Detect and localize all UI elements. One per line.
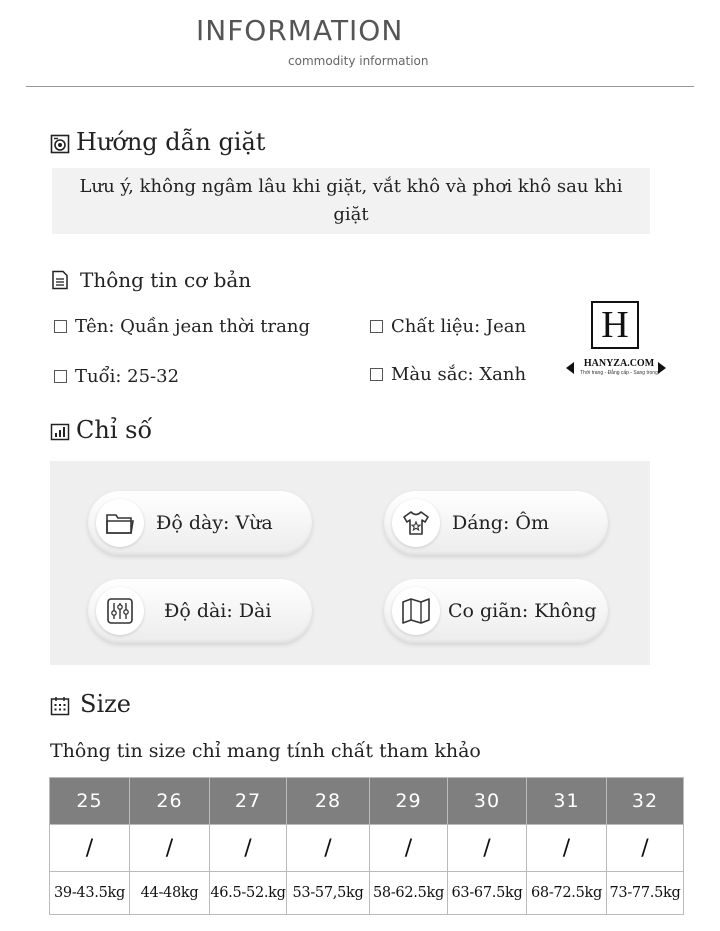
size-header-cell: 27 bbox=[210, 778, 287, 825]
size-header-cell: 28 bbox=[287, 778, 370, 825]
washing-instructions bbox=[52, 168, 650, 234]
logo-arrow-left-icon bbox=[566, 362, 574, 374]
size-header-cell: 32 bbox=[607, 778, 684, 825]
size-header-cell: 29 bbox=[370, 778, 448, 825]
size-measure-cell: / bbox=[370, 825, 448, 872]
size-header-cell: 25 bbox=[50, 778, 130, 825]
basic-info-title bbox=[50, 268, 251, 292]
size-weight-cell: 46.5-52.kg bbox=[210, 872, 287, 915]
brand-logo-letter: H bbox=[601, 304, 629, 346]
document-icon bbox=[50, 270, 70, 290]
size-header-cell: 30 bbox=[448, 778, 527, 825]
size-measure-cell: / bbox=[607, 825, 684, 872]
indices-title bbox=[50, 416, 152, 444]
size-header-row bbox=[50, 778, 684, 825]
size-weight-cell: 58-62.5kg bbox=[370, 872, 448, 915]
size-weight-cell: 39-43.5kg bbox=[50, 872, 130, 915]
size-header-cell: 26 bbox=[130, 778, 210, 825]
attr-name-text: Tên: Quần jean thời trang bbox=[75, 316, 310, 337]
checkbox-icon bbox=[370, 368, 383, 381]
header-divider bbox=[26, 86, 694, 87]
header-title: INFORMATION bbox=[196, 14, 404, 47]
size-title bbox=[50, 690, 131, 718]
attr-age-text: Tuổi: 25-32 bbox=[75, 366, 180, 387]
size-table bbox=[49, 777, 684, 915]
folder-icon bbox=[96, 499, 144, 547]
size-measure-cell: / bbox=[210, 825, 287, 872]
size-header-cell: 31 bbox=[527, 778, 607, 825]
size-weight-row bbox=[50, 872, 684, 915]
index-thickness bbox=[88, 491, 312, 555]
index-stretch bbox=[384, 579, 608, 643]
size-weight-cell: 73-77.5kg bbox=[607, 872, 684, 915]
washing-instructions-text: Lưu ý, không ngâm lâu khi giặt, vắt khô và phơi khô sau khi giặt bbox=[79, 176, 623, 225]
folded-map-icon bbox=[392, 587, 440, 635]
size-note: Thông tin size chỉ mang tính chất tham khảo bbox=[50, 740, 481, 762]
attr-name bbox=[54, 316, 310, 337]
brand-tagline: Thời trang - Đẳng cấp - Sang trọng bbox=[580, 370, 658, 376]
attr-age bbox=[54, 366, 179, 387]
basic-info-title-text: Thông tin cơ bản bbox=[80, 268, 252, 292]
washing-title-text: Hướng dẫn giặt bbox=[76, 128, 266, 156]
index-fit-label: Dáng: Ôm bbox=[452, 512, 549, 534]
index-length-label: Độ dài: Dài bbox=[164, 600, 272, 622]
size-measure-cell: / bbox=[527, 825, 607, 872]
attr-material-text: Chất liệu: Jean bbox=[391, 316, 527, 337]
indices-title-text: Chỉ số bbox=[76, 416, 153, 444]
attr-color-text: Màu sắc: Xanh bbox=[391, 364, 527, 385]
size-title-text: Size bbox=[80, 690, 131, 718]
checkbox-icon bbox=[54, 320, 67, 333]
tshirt-icon bbox=[392, 499, 440, 547]
attr-color bbox=[370, 364, 526, 385]
sliders-icon bbox=[96, 587, 144, 635]
index-stretch-label: Co giãn: Không bbox=[448, 600, 597, 622]
size-weight-cell: 44-48kg bbox=[130, 872, 210, 915]
header-subtitle: commodity information bbox=[288, 54, 429, 68]
checkbox-icon bbox=[54, 370, 67, 383]
washing-section-title bbox=[50, 128, 265, 156]
index-fit bbox=[384, 491, 608, 555]
size-weight-cell: 63-67.5kg bbox=[448, 872, 527, 915]
size-measure-cell: / bbox=[130, 825, 210, 872]
attr-material bbox=[370, 316, 526, 337]
indices-panel bbox=[50, 461, 650, 665]
size-measure-cell: / bbox=[287, 825, 370, 872]
size-measure-cell: / bbox=[50, 825, 130, 872]
index-thickness-label: Độ dày: Vừa bbox=[156, 512, 273, 534]
size-weight-cell: 53-57,5kg bbox=[287, 872, 370, 915]
index-length bbox=[88, 579, 312, 643]
brand-name: HANYZA.COM bbox=[583, 358, 655, 369]
calendar-grid-icon bbox=[50, 694, 70, 714]
size-measure-cell: / bbox=[448, 825, 527, 872]
checkbox-icon bbox=[370, 320, 383, 333]
washing-machine-icon bbox=[50, 132, 70, 152]
bar-chart-icon bbox=[50, 420, 70, 440]
brand-logo bbox=[591, 301, 639, 349]
size-measure-row bbox=[50, 825, 684, 872]
size-weight-cell: 68-72.5kg bbox=[527, 872, 607, 915]
